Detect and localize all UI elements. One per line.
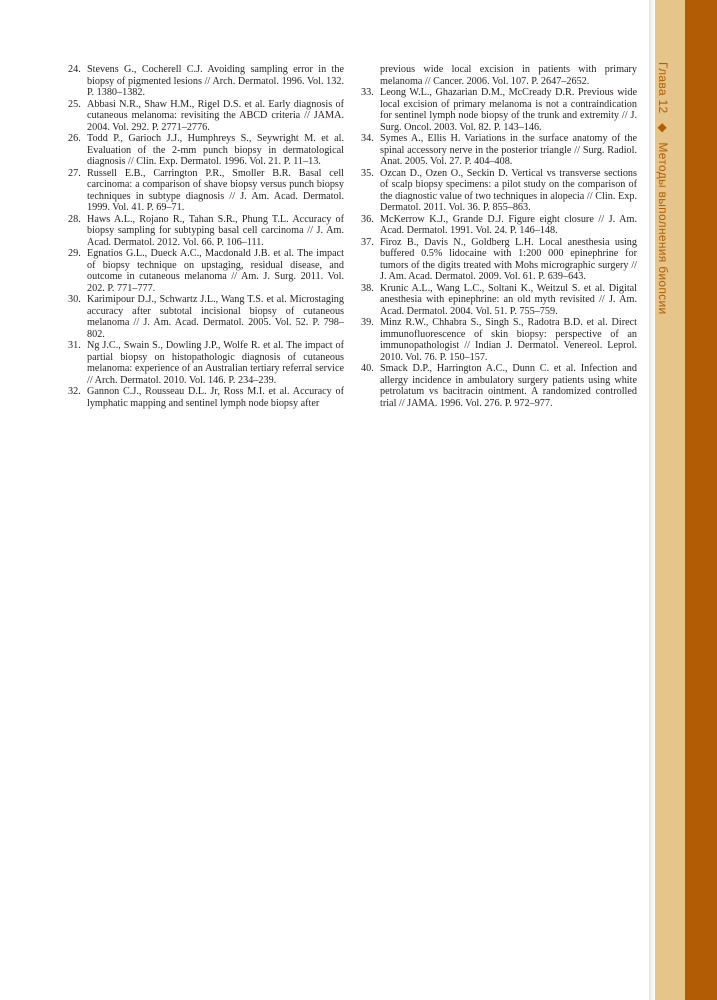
diamond-icon: ◆ bbox=[656, 123, 670, 133]
reference-item bbox=[361, 87, 637, 133]
reference-number: 34. bbox=[361, 133, 374, 144]
reference-number: 24. bbox=[68, 64, 81, 75]
reference-item bbox=[361, 363, 637, 409]
reference-number: 26. bbox=[68, 133, 81, 144]
reference-item bbox=[68, 64, 344, 99]
reference-item bbox=[68, 214, 344, 249]
reference-number: 33. bbox=[361, 87, 374, 98]
reference-number: 32. bbox=[68, 386, 81, 397]
chapter-label: Глава 12 bbox=[656, 62, 670, 114]
reference-number: 27. bbox=[68, 167, 81, 179]
reference-number: 29. bbox=[68, 248, 81, 259]
reference-item bbox=[361, 133, 637, 168]
reference-item bbox=[68, 248, 344, 294]
reference-text: Symes A., Ellis H. Variations in the surface anatomy of the spinal accessory nerve in the posterior triangle // Surg. Radiol. Anat. 2005. Vol. 27. P. 404–408. bbox=[380, 133, 637, 167]
reference-text: Abbasi N.R., Shaw H.M., Rigel D.S. et al. Early diagnosis of cutaneous melanoma: revisiting the ABCD criteria // JAMA. 2004. Vol. 292. P. 2771–2776. bbox=[87, 98, 344, 133]
references-right-column bbox=[361, 64, 637, 409]
reference-text: Egnatios G.L., Dueck A.C., Macdonald J.B. et al. The impact of biopsy technique on upstaging, residual disease, and outcome in cutaneous melanoma // Am. J. Surg. 2011. Vol. 202. P. 771–777. bbox=[87, 248, 344, 294]
reference-text: Todd P., Garioch J.J., Humphreys S., Seywright M. et al. Evaluation of the 2-mm punch biopsy in dermatological diagnosis // Clin. Exp. Dermatol. 1996. Vol. 21. P. 11–13. bbox=[87, 133, 344, 167]
reference-text: Leong W.L., Ghazarian D.M., McCready D.R. Previous wide local excision of primary melanoma is not a contraindication for sentinel lymph node biopsy of the trunk and extremity // J. Surg. Oncol. 2003. Vol. 82. P. 143–146. bbox=[380, 87, 637, 133]
reference-text: Firoz B., Davis N., Goldberg L.H. Local anesthesia using buffered 0.5% lidocaine with 1:200 000 epinephrine for tumors of the digits treated with Mohs micrographic surgery // J. Am. Acad. Dermatol. 2009. Vol. 61. P. 639–643. bbox=[380, 236, 637, 282]
reference-number: 37. bbox=[361, 236, 374, 248]
reference-number: 38. bbox=[361, 282, 374, 294]
reference-text: Gannon C.J., Rousseau D.L. Jr, Ross M.I. et al. Accuracy of lymphatic mapping and sentinel lymph node biopsy after bbox=[87, 386, 344, 409]
reference-number: 25. bbox=[68, 98, 81, 110]
reference-item bbox=[68, 386, 344, 409]
reference-number: 40. bbox=[361, 363, 374, 374]
reference-text: Krunic A.L., Wang L.C., Soltani K., Weitzul S. et al. Digital anesthesia with epinephrine: an old myth revisited // J. Am. Acad. Dermatol. 2004. Vol. 51. P. 755–759. bbox=[380, 282, 637, 317]
reference-item bbox=[68, 133, 344, 168]
reference-item bbox=[361, 168, 637, 214]
chapter-tab-dark bbox=[685, 0, 717, 1000]
reference-text: Smack D.P., Harrington A.C., Dunn C. et al. Infection and allergy incidence in ambulatory surgery patients using white petrolatum vs bacitracin ointment. A randomized controlled trial // JAMA. 1996. Vol. 276. P. 972–977. bbox=[380, 363, 637, 409]
reference-item bbox=[68, 340, 344, 386]
chapter-title: Методы выполнения биопсии bbox=[656, 142, 670, 315]
reference-number: 30. bbox=[68, 294, 81, 305]
reference-text: Ozcan D., Ozen O., Seckin D. Vertical vs transverse sections of scalp biopsy specimens: a pilot study on the comparison of the diagnostic value of two techniques in alopecia // Clin. Exp. Dermatol. 2011. Vol. 36. P. 855–863. bbox=[380, 167, 637, 213]
reference-number: 39. bbox=[361, 317, 374, 328]
reference-text: Minz R.W., Chhabra S., Singh S., Radotra B.D. et al. Direct immunofluorescence of skin biopsy: perspective of an immunopathologist // Indian J. Dermatol. Venereol. Leprol. 2010. Vol. 76. P. 150–157. bbox=[380, 317, 637, 363]
reference-text: Ng J.C., Swain S., Dowling J.P., Wolfe R. et al. The impact of partial biopsy on histopathologic diagnosis of cutaneous melanoma: experience of an Australian tertiary referral service // Arch. Dermatol. 2010. Vol. 146. P. 234–239. bbox=[87, 340, 344, 386]
reference-item bbox=[68, 168, 344, 214]
reference-number: 28. bbox=[68, 213, 81, 225]
reference-text: Haws A.L., Rojano R., Tahan S.R., Phung T.L. Accuracy of biopsy sampling for subtyping basal cell carcinoma // J. Am. Acad. Dermatol. 2012. Vol. 66. P. 106–111. bbox=[87, 213, 344, 248]
reference-text: Stevens G., Cocherell C.J. Avoiding sampling error in the biopsy of pigmented lesions // Arch. Dermatol. 1996. Vol. 132. P. 1380–1382. bbox=[87, 64, 344, 98]
references-left-column bbox=[68, 64, 344, 409]
reference-text: Russell E.B., Carrington P.R., Smoller B.R. Basal cell carcinoma: a comparison of shave biopsy versus punch biopsy techniques in subtype diagnosis // J. Am. Acad. Dermatol. 1999. Vol. 41. P. 69–71. bbox=[87, 167, 344, 213]
reference-number: 36. bbox=[361, 213, 374, 225]
reference-text: Karimipour D.J., Schwartz J.L., Wang T.S. et al. Microstaging accuracy after subtotal incisional biopsy of cutaneous melanoma // J. Am. Acad. Dermatol. 2005. Vol. 52. P. 798–802. bbox=[87, 294, 344, 340]
reference-number: 35. bbox=[361, 167, 374, 179]
reference-item bbox=[68, 99, 344, 134]
reference-item bbox=[361, 283, 637, 318]
reference-item bbox=[68, 294, 344, 340]
reference-number: 31. bbox=[68, 340, 81, 351]
reference-item bbox=[361, 214, 637, 237]
reference-text: McKerrow K.J., Grande D.J. Figure eight closure // J. Am. Acad. Dermatol. 1991. Vol. 24. P. 146–148. bbox=[380, 213, 637, 236]
running-head bbox=[656, 62, 670, 314]
reference-continuation: previous wide local excision in patients with primary melanoma // Cancer. 2006. Vol. 107. P. 2647–2652. bbox=[380, 64, 637, 87]
reference-item bbox=[361, 237, 637, 283]
reference-item bbox=[361, 317, 637, 363]
